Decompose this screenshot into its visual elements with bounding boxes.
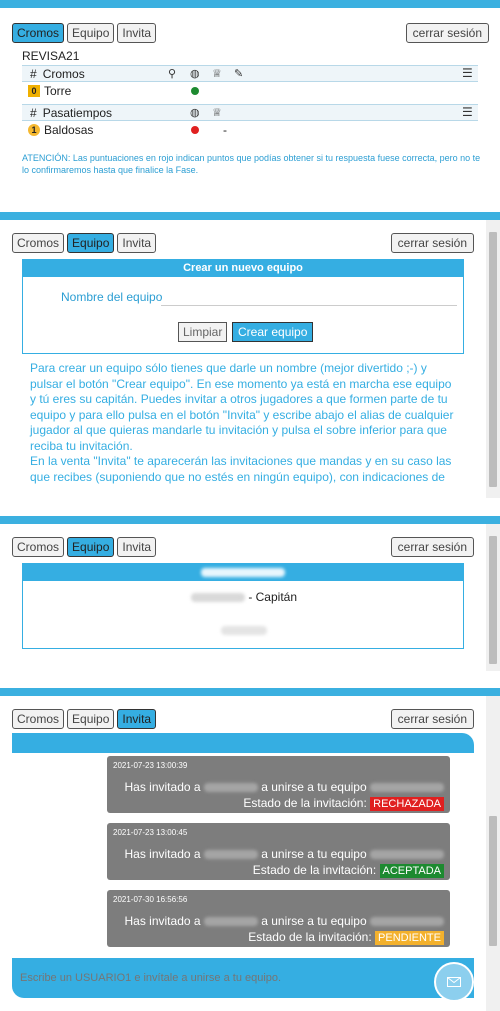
tab-equipo[interactable]: Equipo [67,537,114,557]
panel-top-bar [0,0,500,8]
invite-message [107,823,450,880]
globe-icon: ◍ [190,107,200,119]
trophy-icon: ♕ [212,68,222,80]
help-text [30,361,458,485]
scrollbar[interactable] [486,696,500,1011]
invite-text [125,914,445,928]
pasatiempos-hash: # [30,105,37,120]
cromos-header-label: Cromos [42,66,85,81]
invite-state [243,796,444,810]
invite-mid: a unirse a tu equipo [261,847,367,861]
invite-pre: Has invitado a [124,847,201,861]
tab-cromos[interactable]: Cromos [12,233,64,253]
scrollbar[interactable] [486,220,500,498]
captain-name-redacted [191,593,245,602]
invite-text [125,780,445,794]
tab-cromos[interactable]: Cromos [12,23,64,43]
team-card [22,563,464,649]
invite-text [125,847,445,861]
invite-date: 2021-07-23 13:00:45 [113,828,188,837]
team-redacted [370,850,444,859]
tab-invita[interactable]: Invita [117,233,156,253]
team-redacted [370,917,444,926]
state-badge-accepted: ACEPTADA [380,864,444,878]
member-line [23,622,465,640]
panel-equipo-team [0,524,500,671]
panel-top-bar [0,516,500,524]
tab-equipo[interactable]: Equipo [67,709,114,729]
invite-mid: a unirse a tu equipo [261,780,367,794]
team-name-header [23,564,463,581]
create-team-form [22,259,464,354]
tab-cromos[interactable]: Cromos [12,537,64,557]
scrollbar-thumb[interactable] [489,232,497,487]
clear-button[interactable]: Limpiar [178,322,227,342]
tab-invita[interactable]: Invita [117,23,156,43]
pasatiempos-row-badge: 1 [28,124,40,136]
invite-message [107,890,450,947]
invitee-redacted [204,917,258,926]
state-label: Estado de la invitación: [248,930,372,944]
panel-top-bar [0,212,500,220]
logout-button[interactable]: cerrar sesión [391,709,474,729]
tab-invita[interactable]: Invita [117,709,156,729]
logout-button[interactable]: cerrar sesión [406,23,489,43]
panel-invita [0,696,500,1011]
create-team-button[interactable]: Crear equipo [232,322,313,342]
state-badge-rejected: RECHAZADA [370,797,444,811]
panel-equipo-create [0,220,500,498]
invitee-redacted [204,850,258,859]
pencil-icon: ✎ [234,68,244,80]
attention-note [22,152,482,176]
cromos-row[interactable] [22,83,478,99]
tab-bar [12,233,156,253]
logout-button[interactable]: cerrar sesión [391,537,474,557]
attention-text: Las puntuaciones en rojo indican puntos que podías obtener si tu respuesta fuese correcta, pero no te lo confirmaremos hasta que finalice la Fase. [22,153,481,175]
tab-invita[interactable]: Invita [117,537,156,557]
status-dot-red [191,126,199,134]
cromos-row-badge: 0 [28,85,40,97]
help-paragraph-2: En la venta "Invita" te aparecerán las invitaciones que mandas y en su caso las que recibes (suponiendo que no estés en ningún equipo), con indicaciones de [30,454,452,484]
state-label: Estado de la invitación: [243,796,367,810]
scrollbar-thumb[interactable] [489,816,497,946]
team-name-input[interactable] [161,290,457,306]
captain-line [23,590,465,604]
invite-date: 2021-07-23 13:00:39 [113,761,188,770]
panel-cromos [0,8,500,208]
invitee-redacted [204,783,258,792]
help-paragraph-1: Para crear un equipo sólo tienes que darle un nombre (mejor divertido ;-) y pulsar el botón "Crear equipo". En ese momento ya está en marcha ese equipo y tú eres su capitán. Puedes invitar a otros jugadores a que formen parte de tu equipo y para ello pulsa en el botón "Invita" y escribe abajo el alias de cualquier jugador al que quieras mandarle tu invitación y pulsa el sobre inferior para que reciba tu invitación. [30,361,454,453]
form-title: Crear un nuevo equipo [23,260,463,277]
state-badge-pending: PENDIENTE [375,931,444,945]
logout-button[interactable]: cerrar sesión [391,233,474,253]
invite-username-input[interactable] [20,969,420,987]
invite-mid: a unirse a tu equipo [261,914,367,928]
member-name-redacted [221,626,267,635]
tab-equipo[interactable]: Equipo [67,23,114,43]
team-redacted [370,783,444,792]
scrollbar-thumb[interactable] [489,536,497,664]
team-name-label: Nombre del equipo [61,290,163,304]
globe-icon: ◍ [190,68,200,80]
pasatiempos-header [22,104,478,121]
envelope-icon [447,977,461,987]
pasatiempos-extra: - [223,123,227,137]
cromos-header [22,65,478,82]
send-invite-button[interactable] [434,962,474,1002]
tab-bar [12,23,156,43]
pasatiempos-row-label: Baldosas [44,123,94,137]
username: REVISA21 [22,49,80,63]
menu-icon[interactable]: ☰ [462,105,473,119]
invite-pre: Has invitado a [124,780,201,794]
invite-date: 2021-07-30 16:56:56 [113,895,188,904]
pasatiempos-row[interactable] [22,122,478,138]
menu-icon[interactable]: ☰ [462,66,473,80]
tab-bar [12,537,156,557]
trophy-icon: ♕ [212,107,222,119]
tab-bar [12,709,156,729]
tab-cromos[interactable]: Cromos [12,709,64,729]
pasatiempos-header-label: Pasatiempos [42,105,113,120]
invite-message [107,756,450,813]
invite-state [248,930,444,944]
state-label: Estado de la invitación: [252,863,377,877]
invite-input-bar [12,958,474,998]
invite-pre: Has invitado a [124,914,201,928]
cromos-hash: # [30,66,37,81]
invite-state [253,863,444,877]
location-icon: ⚲ [168,68,177,80]
panel-top-bar [0,688,500,696]
scrollbar[interactable] [486,524,500,671]
team-name-redacted [201,568,285,577]
status-dot-green [191,87,199,95]
captain-suffix: - Capitán [248,590,298,604]
cromos-row-label: Torre [44,84,72,98]
attention-label: ATENCIÓN: [22,153,71,163]
tab-equipo[interactable]: Equipo [67,233,114,253]
chat-header [12,733,474,753]
